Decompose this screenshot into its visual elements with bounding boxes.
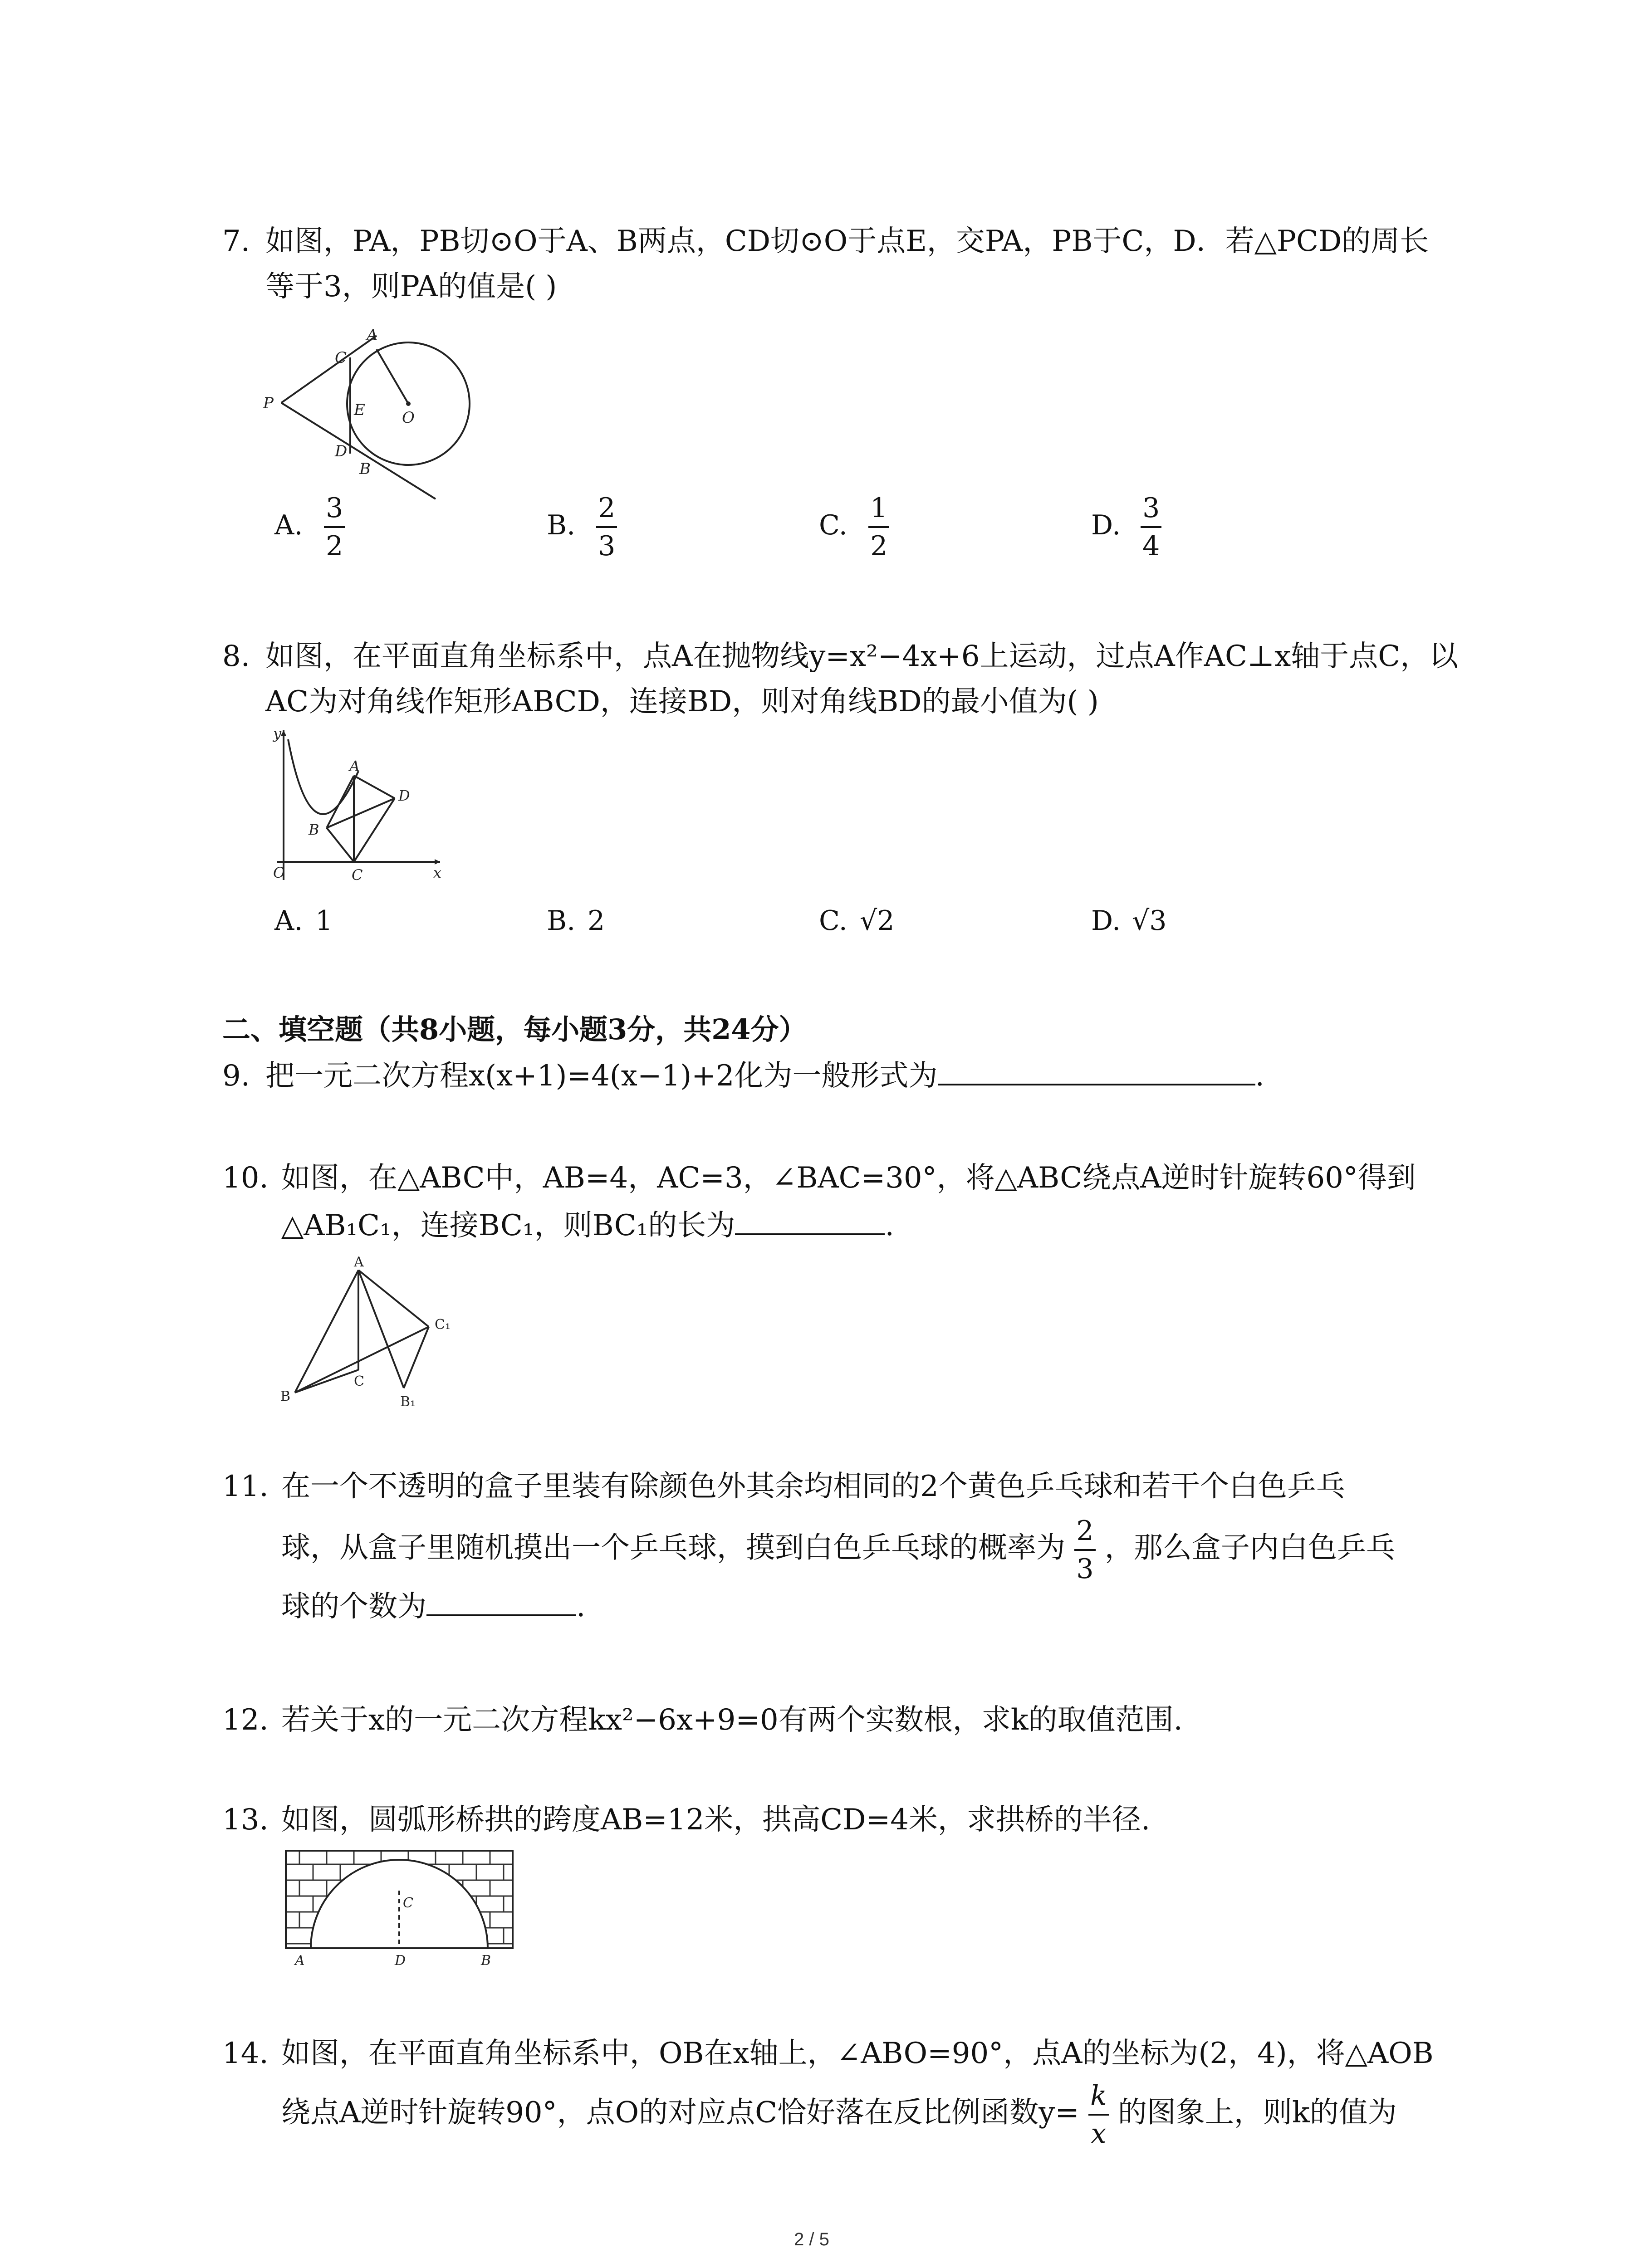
q11-line3: 球的个数为 .: [281, 1590, 586, 1623]
q7-label-b: B: [359, 460, 371, 478]
section-2-title: 二、填空题（共8小题，每小题3分，共24分）: [222, 1013, 807, 1046]
q13-figure: [281, 1846, 522, 1969]
q10-label-c1: C₁: [435, 1317, 451, 1333]
page-number: 2 / 5: [794, 2229, 829, 2249]
q11-probability-fraction: $\frac{2}{3}$: [1074, 1517, 1095, 1583]
q13-label-a: A: [295, 1953, 305, 1969]
q14-function-fraction: $\frac{k}{x}$: [1088, 2082, 1108, 2147]
q8-parabola: [288, 739, 358, 814]
q8-label-a: A: [349, 758, 360, 775]
q10-line1: 如图，在△ABC中，AB=4，AC=3，∠BAC=30°，将△ABC绕点A逆时针旋转60°得到: [281, 1161, 1416, 1195]
q8-ad: [354, 776, 395, 798]
q7-label-c: C: [335, 349, 347, 367]
q7-label-p: P: [263, 394, 274, 412]
q12-number: 12.: [222, 1703, 269, 1737]
q13-label-d: D: [395, 1953, 406, 1969]
q13-label-b: B: [481, 1953, 491, 1969]
q7-line2: 等于3，则PA的值是( ): [265, 270, 557, 303]
q13-number: 13.: [222, 1803, 269, 1837]
q8-label-d: D: [398, 787, 410, 804]
q7-label-o: O: [402, 409, 415, 427]
q10-label-a: A: [354, 1256, 364, 1270]
q8-option-b[interactable]: B. 2: [547, 905, 605, 937]
q11-number: 11.: [222, 1470, 269, 1503]
q8-label-c: C: [352, 866, 363, 884]
q10-figure: [268, 1256, 504, 1411]
q7-tangent-pa: [281, 336, 377, 403]
q7-option-a[interactable]: A. $\frac{3}{2}$: [274, 494, 345, 560]
q11-line2: 球，从盒子里随机摸出一个乒乓球，摸到白色乒乓球的概率为 $\frac{2}{3}$ ，那么盒子内白色乒乓: [281, 1515, 1395, 1585]
q8-option-c[interactable]: C. √2: [819, 905, 895, 937]
q10-label-b1: B₁: [400, 1394, 416, 1410]
q7-figure: [254, 322, 490, 503]
q13-label-c: C: [403, 1895, 413, 1911]
q7-radius-oa: [377, 349, 408, 404]
q8-number: 8.: [222, 640, 250, 673]
q8-label-o: O: [273, 864, 285, 881]
q13-text: 如图，圆弧形桥拱的跨度AB=12米，拱高CD=4米，求拱桥的半径.: [281, 1803, 1151, 1837]
q12-text: 若关于x的一元二次方程kx²−6x+9=0有两个实数根，求k的取值范围.: [281, 1703, 1183, 1737]
q9-answer-blank[interactable]: [938, 1080, 1255, 1085]
q8-bc: [327, 828, 354, 862]
q7-option-c[interactable]: C. $\frac{1}{2}$: [819, 494, 889, 560]
q10-line2: △AB₁C₁，连接BC₁，则BC₁的长为 .: [281, 1209, 894, 1242]
q8-option-d[interactable]: D. √3: [1091, 905, 1167, 937]
q8-figure: [263, 726, 454, 889]
q8-line1: 如图，在平面直角坐标系中，点A在抛物线y=x²−4x+6上运动，过点A作AC⊥x轴于点C，以: [265, 640, 1459, 673]
q10-label-b: B: [280, 1388, 291, 1404]
q7-line1: 如图，PA，PB切⊙O于A、B两点，CD切⊙O于点E，交PA，PB于C，D．若△PCD的周长: [265, 225, 1429, 258]
q14-line1: 如图，在平面直角坐标系中，OB在x轴上，∠ABO=90°，点A的坐标为(2，4)，将△AOB: [281, 2037, 1434, 2070]
q11-answer-blank[interactable]: [426, 1611, 576, 1616]
q8-option-a[interactable]: A. 1: [274, 905, 333, 937]
q14-line2: 绕点A逆时针旋转90°，点O的对应点C恰好落在反比例函数y= $\frac{k}{x}$ 的图象上，则k的值为: [281, 2080, 1397, 2150]
q8-ab: [327, 776, 354, 828]
q7-label-e: E: [354, 401, 365, 419]
q10-b1c1: [404, 1327, 429, 1388]
q8-label-b: B: [309, 821, 319, 838]
q10-answer-blank[interactable]: [735, 1230, 885, 1235]
q8-label-x: x: [433, 864, 442, 881]
q9-number: 9.: [222, 1059, 250, 1093]
q7-number: 7.: [222, 225, 250, 258]
q11-line1: 在一个不透明的盒子里装有除颜色外其余均相同的2个黄色乒乓球和若干个白色乒乓: [281, 1470, 1345, 1503]
q14-number: 14.: [222, 2037, 269, 2070]
q8-line2: AC为对角线作矩形ABCD，连接BD，则对角线BD的最小值为( ): [265, 685, 1099, 719]
q10-label-c: C: [354, 1374, 364, 1389]
q7-option-b[interactable]: B. $\frac{2}{3}$: [547, 494, 617, 560]
q10-number: 10.: [222, 1161, 269, 1195]
q7-option-d[interactable]: D. $\frac{3}{4}$: [1091, 494, 1161, 560]
q7-label-a: A: [367, 326, 378, 344]
q7-label-d: D: [335, 442, 348, 460]
q8-label-y: y: [273, 726, 282, 742]
q9-text: 把一元二次方程x(x+1)=4(x−1)+2化为一般形式为 .: [265, 1059, 1264, 1093]
